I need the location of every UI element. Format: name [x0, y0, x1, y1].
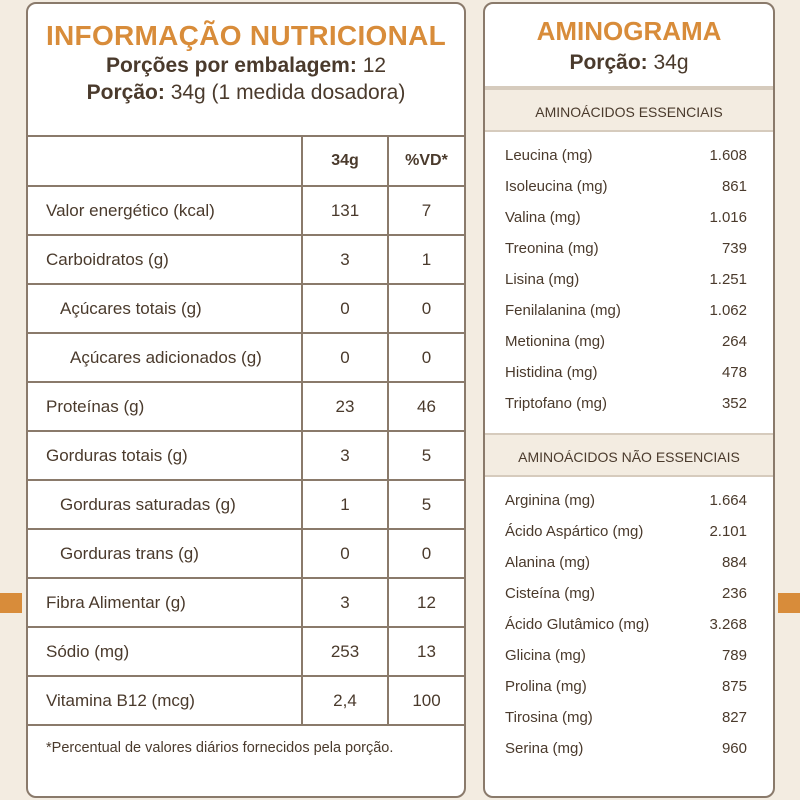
nutrient-name: Gorduras totais (g)	[28, 431, 302, 480]
nutrient-vd: 0	[388, 284, 464, 333]
nutrition-title: INFORMAÇÃO NUTRICIONAL	[45, 20, 447, 51]
list-item	[505, 547, 747, 578]
nutrient-vd: 0	[388, 529, 464, 578]
table-row	[28, 235, 464, 284]
amino-name: Ácido Glutâmico (mg)	[505, 616, 650, 633]
list-item	[505, 516, 747, 547]
amino-value: 875	[721, 678, 747, 695]
table-row	[28, 431, 464, 480]
amino-value: 789	[721, 647, 747, 664]
nutrient-vd: 100	[388, 676, 464, 725]
portions-value: 12	[362, 54, 387, 77]
nutrient-vd: 5	[388, 480, 464, 529]
amino-name: Metionina (mg)	[505, 333, 606, 350]
portions-label: Porções por embalagem:	[105, 54, 357, 77]
nutrient-vd: 13	[388, 627, 464, 676]
amino-name: Lisina (mg)	[505, 271, 580, 288]
aminogram-serving-line	[485, 51, 773, 75]
table-row	[28, 333, 464, 382]
nutrient-vd: 7	[388, 186, 464, 235]
nutrient-vd: 46	[388, 382, 464, 431]
nutrient-amount: 3	[302, 235, 388, 284]
amino-name: Ácido Aspártico (mg)	[505, 523, 644, 540]
amino-value: 861	[721, 178, 747, 195]
nonessential-section-header: AMINOÁCIDOS NÃO ESSENCIAIS	[485, 433, 773, 477]
list-item	[505, 326, 747, 357]
nutrition-header	[28, 4, 464, 137]
nutrient-amount: 1	[302, 480, 388, 529]
portions-line	[28, 52, 464, 79]
amino-value: 884	[721, 554, 747, 571]
list-item	[505, 671, 747, 702]
essential-section-header: AMINOÁCIDOS ESSENCIAIS	[485, 88, 773, 132]
list-item	[505, 264, 747, 295]
table-row	[28, 627, 464, 676]
aminogram-serving-value: 34g	[653, 51, 689, 74]
nonessential-list	[485, 477, 773, 764]
amino-name: Histidina (mg)	[505, 364, 598, 381]
amino-value: 827	[721, 709, 747, 726]
amino-name: Treonina (mg)	[505, 240, 599, 257]
column-header-amount: 34g	[302, 137, 388, 186]
amino-value: 1.062	[709, 302, 747, 319]
nutrient-vd: 5	[388, 431, 464, 480]
table-row	[28, 382, 464, 431]
accent-bar-right	[778, 593, 800, 613]
amino-value: 478	[721, 364, 747, 381]
table-row	[28, 529, 464, 578]
list-item	[505, 295, 747, 326]
nutrient-name: Gorduras trans (g)	[28, 529, 302, 578]
amino-value: 2.101	[709, 523, 747, 540]
nutrient-amount: 3	[302, 431, 388, 480]
table-row	[28, 480, 464, 529]
nutrient-name: Açúcares totais (g)	[28, 284, 302, 333]
amino-name: Valina (mg)	[505, 209, 581, 226]
list-item	[505, 233, 747, 264]
nutrient-amount: 0	[302, 284, 388, 333]
essential-list	[485, 132, 773, 433]
serving-label: Porção:	[86, 81, 165, 104]
amino-name: Glicina (mg)	[505, 647, 586, 664]
amino-value: 352	[721, 395, 747, 412]
table-header-row	[28, 137, 464, 186]
nutrient-vd: 0	[388, 333, 464, 382]
header-empty-cell	[28, 137, 302, 186]
amino-name: Triptofano (mg)	[505, 395, 607, 412]
amino-value: 1.664	[709, 492, 747, 509]
table-row	[28, 578, 464, 627]
amino-value: 236	[721, 585, 747, 602]
list-item	[505, 388, 747, 419]
nutrition-facts-panel	[26, 2, 466, 798]
nutrient-name: Fibra Alimentar (g)	[28, 578, 302, 627]
amino-value: 264	[721, 333, 747, 350]
list-item	[505, 202, 747, 233]
nutrient-name: Vitamina B12 (mcg)	[28, 676, 302, 725]
nutrition-table	[28, 137, 464, 726]
amino-value: 739	[721, 240, 747, 257]
table-row	[28, 186, 464, 235]
list-item	[505, 733, 747, 764]
nutrient-amount: 253	[302, 627, 388, 676]
nutrient-amount: 0	[302, 529, 388, 578]
amino-name: Isoleucina (mg)	[505, 178, 608, 195]
list-item	[505, 485, 747, 516]
amino-name: Fenilalanina (mg)	[505, 302, 621, 319]
amino-name: Cisteína (mg)	[505, 585, 596, 602]
nutrient-name: Valor energético (kcal)	[28, 186, 302, 235]
list-item	[505, 578, 747, 609]
list-item	[505, 702, 747, 733]
list-item	[505, 640, 747, 671]
column-header-vd: %VD*	[388, 137, 464, 186]
nutrient-name: Carboidratos (g)	[28, 235, 302, 284]
amino-name: Alanina (mg)	[505, 554, 591, 571]
nutrient-name: Gorduras saturadas (g)	[28, 480, 302, 529]
list-item	[505, 171, 747, 202]
amino-name: Serina (mg)	[505, 740, 584, 757]
list-item	[505, 140, 747, 171]
nutrient-name: Proteínas (g)	[28, 382, 302, 431]
amino-name: Arginina (mg)	[505, 492, 596, 509]
aminogram-header	[485, 4, 773, 88]
amino-value: 1.608	[709, 147, 747, 164]
aminogram-title: AMINOGRAMA	[536, 16, 722, 46]
amino-name: Tirosina (mg)	[505, 709, 593, 726]
nutrient-vd: 1	[388, 235, 464, 284]
footnote: *Percentual de valores diários fornecidos pela porção.	[46, 740, 394, 756]
aminogram-panel	[483, 2, 775, 798]
list-item	[505, 357, 747, 388]
nutrient-amount: 131	[302, 186, 388, 235]
table-row	[28, 284, 464, 333]
nutrient-amount: 3	[302, 578, 388, 627]
serving-line	[28, 79, 464, 106]
amino-value: 960	[721, 740, 747, 757]
amino-value: 1.251	[709, 271, 747, 288]
amino-value: 1.016	[709, 209, 747, 226]
nutrient-amount: 23	[302, 382, 388, 431]
amino-name: Prolina (mg)	[505, 678, 587, 695]
nutrient-amount: 2,4	[302, 676, 388, 725]
nutrient-name: Sódio (mg)	[28, 627, 302, 676]
list-item	[505, 609, 747, 640]
serving-value: 34g (1 medida dosadora)	[170, 81, 406, 104]
aminogram-serving-label: Porção:	[569, 51, 648, 74]
nutrient-amount: 0	[302, 333, 388, 382]
list-spacer	[505, 419, 747, 433]
table-row	[28, 676, 464, 725]
nutrient-vd: 12	[388, 578, 464, 627]
amino-value: 3.268	[709, 616, 747, 633]
nutrient-name: Açúcares adicionados (g)	[28, 333, 302, 382]
amino-name: Leucina (mg)	[505, 147, 593, 164]
accent-bar-left	[0, 593, 22, 613]
